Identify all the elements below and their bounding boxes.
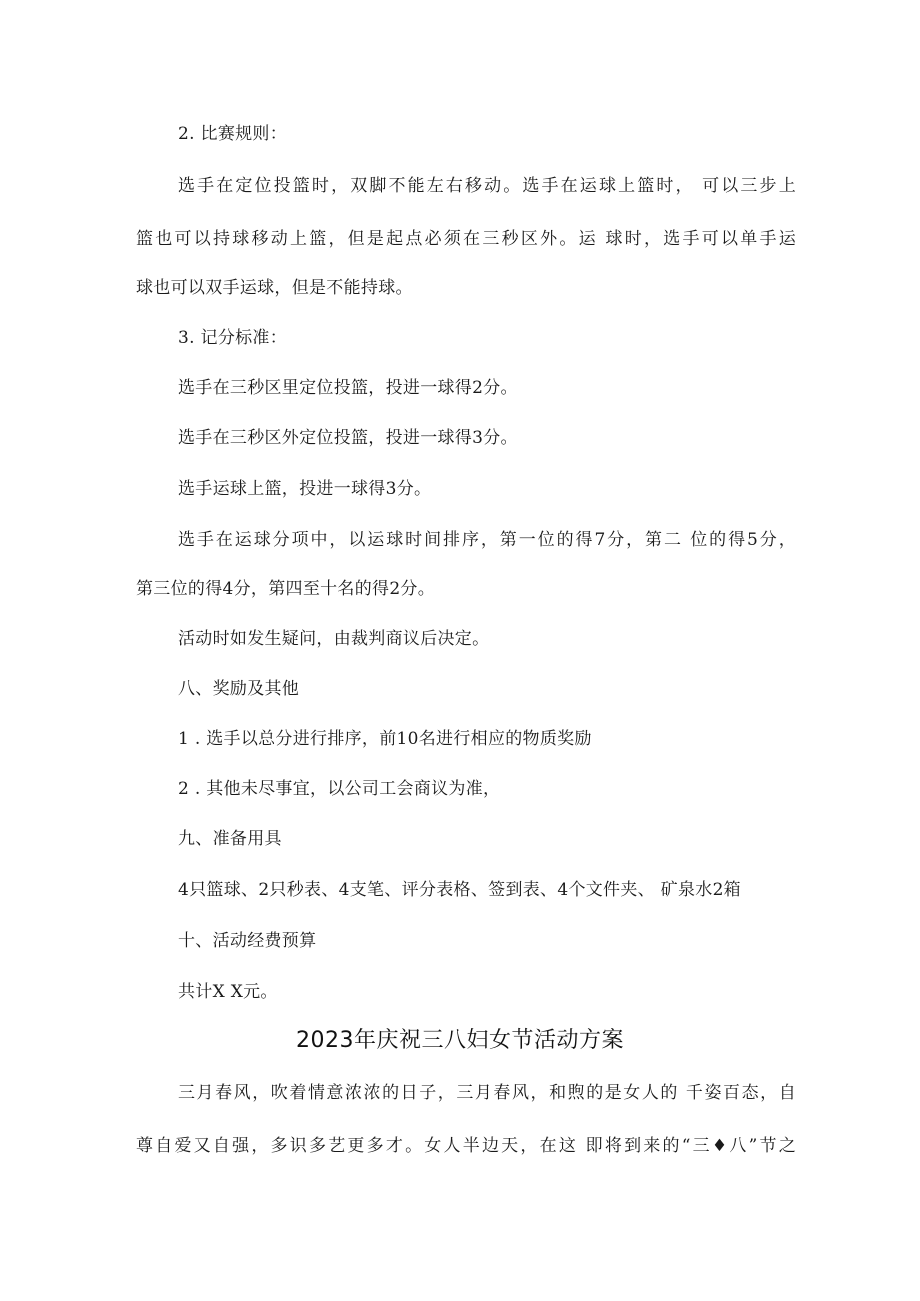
score-rule-3: 选手运球上篮，投进一球得3分。 xyxy=(178,479,432,499)
intro-paragraph-line-2: 尊自爱又自强，多识多艺更多才。女人半边天，在这 即将到来的“三♦八”节之 xyxy=(136,1136,796,1156)
section-9-heading: 九、准备用具 xyxy=(178,829,282,849)
section-10-heading: 十、活动经费预算 xyxy=(178,931,317,951)
section-2-heading: 2. 比赛规则： xyxy=(178,124,288,144)
budget-total: 共计X X元。 xyxy=(178,982,278,1002)
intro-paragraph-line-1: 三月春风，吹着情意浓浓的日子，三月春风，和煦的是女人的 千姿百态，自 xyxy=(178,1083,796,1103)
score-rule-2: 选手在三秒区外定位投篮，投进一球得3分。 xyxy=(178,428,518,448)
rules-paragraph-line-3: 球也可以双手运球，但是不能持球。 xyxy=(136,278,413,298)
document-title: 2023年庆祝三八妇女节活动方案 xyxy=(296,1028,624,1053)
dispute-note: 活动时如发生疑问，由裁判商议后决定。 xyxy=(178,629,490,649)
score-rule-4-line-2: 第三位的得4分，第四至十名的得2分。 xyxy=(136,579,436,599)
score-rule-4-line-1: 选手在运球分项中，以运球时间排序，第一位的得7分，第二 位的得5分， xyxy=(178,530,796,550)
rules-paragraph-line-1: 选手在定位投篮时，双脚不能左右移动。选手在运球上篮时， 可以三步上 xyxy=(178,176,796,196)
section-8-heading: 八、奖励及其他 xyxy=(178,679,300,699)
reward-item-1: 1 . 选手以总分进行排序，前10名进行相应的物质奖励 xyxy=(178,729,592,749)
score-rule-1: 选手在三秒区里定位投篮，投进一球得2分。 xyxy=(178,378,518,398)
section-3-heading: 3. 记分标准： xyxy=(178,328,288,348)
equipment-list: 4只篮球、2只秒表、4支笔、评分表格、签到表、4个文件夹、 矿泉水2箱 xyxy=(178,880,741,900)
reward-item-2: 2 . 其他未尽事宜，以公司工会商议为准， xyxy=(178,779,501,799)
rules-paragraph-line-2: 篮也可以持球移动上篮，但是起点必须在三秒区外。运 球时，选手可以单手运 xyxy=(136,229,796,249)
